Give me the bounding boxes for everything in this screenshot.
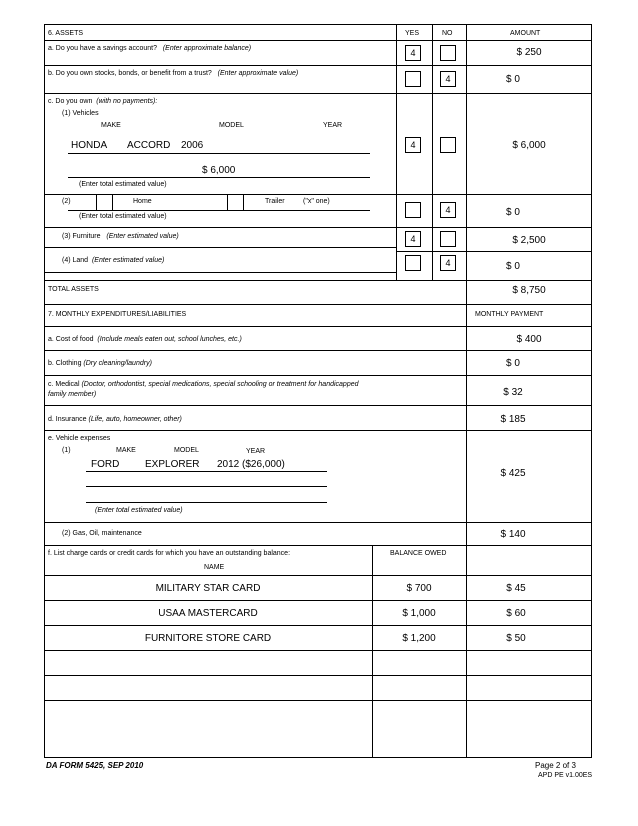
home-value-hint: (Enter total estimated value) xyxy=(79,213,167,220)
vehicle-value-hint: (Enter total estimated value) xyxy=(95,507,183,514)
own-hint: (with no payments): xyxy=(96,98,158,105)
card-row-divider xyxy=(44,700,592,701)
home-num: (2) xyxy=(62,198,71,205)
stocks-label xyxy=(48,70,298,77)
col-no-sep xyxy=(432,24,433,280)
footer-form: DA FORM 5425, SEP 2010 xyxy=(46,761,144,770)
savings-question: a. Do you have a savings account? xyxy=(48,45,157,52)
clothing-label xyxy=(48,360,152,367)
trailer-label: Trailer xyxy=(265,198,285,205)
cards-name-header: NAME xyxy=(204,564,225,571)
vehicles-no-box[interactable] xyxy=(440,137,456,153)
home-x-hint: ("x" one) xyxy=(303,198,330,205)
gas-amount: $ 140 xyxy=(500,529,526,540)
home-underline xyxy=(68,210,370,211)
card-name[interactable]: MILITARY STAR CARD xyxy=(155,583,261,594)
vehicles-yes-box[interactable]: 4 xyxy=(405,137,421,153)
stocks-question: b. Do you own stocks, bonds, or benefit from a trust? xyxy=(48,70,212,77)
card-row-divider xyxy=(44,650,592,651)
vehicle-model-label: MODEL xyxy=(174,447,199,454)
vehicles-underline xyxy=(68,153,370,154)
medical-item: c. Medical xyxy=(48,381,80,388)
trailer-checkbox[interactable] xyxy=(227,194,244,211)
food-item: a. Cost of food xyxy=(48,336,94,343)
total-assets-amount: $ 8,750 xyxy=(512,285,546,296)
card-row-divider xyxy=(44,625,592,626)
vehicles-value[interactable]: $ 6,000 xyxy=(202,165,236,176)
stocks-no-box[interactable]: 4 xyxy=(440,71,456,87)
savings-hint: (Enter approximate balance) xyxy=(162,45,252,52)
vehicles-model-label: MODEL xyxy=(219,122,244,129)
vehicles-value-hint: (Enter total estimated value) xyxy=(79,181,167,188)
card-balance[interactable]: $ 700 xyxy=(406,583,432,594)
furniture-no-box[interactable] xyxy=(440,231,456,247)
insurance-amount: $ 185 xyxy=(500,414,526,425)
card-payment[interactable]: $ 50 xyxy=(506,633,526,644)
frame-left xyxy=(44,24,45,758)
card-balance[interactable]: $ 1,000 xyxy=(402,608,436,619)
home-amount: $ 0 xyxy=(506,207,520,218)
vehicles-make-label: MAKE xyxy=(101,122,121,129)
clothing-hint: (Dry cleaning/laundry) xyxy=(83,360,152,367)
frame-right xyxy=(591,24,592,758)
footer-page: Page 2 of 3 xyxy=(535,761,576,770)
vehicles-make[interactable]: HONDA xyxy=(71,140,108,151)
card-row-divider xyxy=(44,675,592,676)
cards-label: f. List charge cards or credit cards for which you have an outstanding balance: xyxy=(48,550,291,557)
col-payment-sep xyxy=(466,304,467,757)
col-yes-sep xyxy=(396,24,397,280)
vehicles-label: (1) Vehicles xyxy=(62,110,99,117)
food-label xyxy=(48,336,242,343)
medical-amount: $ 32 xyxy=(503,387,523,398)
vehicle-underline-1 xyxy=(86,471,327,472)
savings-yes-box[interactable]: 4 xyxy=(405,45,421,61)
vehicles-year[interactable]: 2006 xyxy=(181,140,204,151)
vehicle-expenses-num: (1) xyxy=(62,447,71,454)
card-row-divider xyxy=(44,600,592,601)
home-yes-box[interactable] xyxy=(405,202,421,218)
vehicle-expenses-label: e. Vehicle expenses xyxy=(48,435,111,442)
frame-top xyxy=(44,24,592,25)
savings-amount: $ 250 xyxy=(516,47,542,58)
furniture-hint: (Enter estimated value) xyxy=(106,233,179,240)
insurance-item: d. Insurance xyxy=(48,416,87,423)
furniture-item: (3) Furniture xyxy=(62,233,101,240)
vehicles-value-underline xyxy=(68,177,370,178)
home-label: Home xyxy=(133,198,152,205)
col-yes-header: YES xyxy=(405,30,420,37)
col-amount-sep xyxy=(466,24,467,304)
insurance-label xyxy=(48,416,182,423)
home-checkbox[interactable] xyxy=(96,194,113,211)
assets-section-title: 6. ASSETS xyxy=(48,30,84,37)
furniture-yes-box[interactable]: 4 xyxy=(405,231,421,247)
land-no-box[interactable]: 4 xyxy=(440,255,456,271)
home-no-box[interactable]: 4 xyxy=(440,202,456,218)
col-amount-header: AMOUNT xyxy=(510,30,541,37)
clothing-item: b. Clothing xyxy=(48,360,82,367)
medical-hint1: (Doctor, orthodontist, special medications, special schooling or treatment for handicapped xyxy=(81,381,359,388)
vehicles-amount: $ 6,000 xyxy=(512,140,546,151)
vehicles-year-label: YEAR xyxy=(323,122,343,129)
gas-label: (2) Gas, Oil, maintenance xyxy=(62,530,142,537)
land-hint: (Enter estimated value) xyxy=(91,257,165,264)
expenditures-section-title: 7. MONTHLY EXPENDITURES/LIABILITIES xyxy=(48,311,187,318)
card-name[interactable]: USAA MASTERCARD xyxy=(158,608,258,619)
insurance-hint: (Life, auto, homeowner, other) xyxy=(88,416,182,423)
stocks-amount: $ 0 xyxy=(506,74,520,85)
land-amount: $ 0 xyxy=(506,261,520,272)
vehicle-make-label: MAKE xyxy=(116,447,136,454)
medical-hint2: family member) xyxy=(48,391,97,398)
col-payment-header: MONTHLY PAYMENT xyxy=(475,311,544,318)
own-label xyxy=(48,98,157,105)
card-payment[interactable]: $ 60 xyxy=(506,608,526,619)
savings-label xyxy=(48,45,251,52)
land-label xyxy=(62,257,164,264)
footer-version: APD PE v1.00ES xyxy=(538,772,593,779)
own-question: c. Do you own xyxy=(48,98,93,105)
card-payment[interactable]: $ 45 xyxy=(506,583,526,594)
vehicles-model[interactable]: ACCORD xyxy=(127,140,171,151)
food-hint: (Include meals eaten out, school lunches, etc.) xyxy=(97,336,242,343)
col-balance-sep xyxy=(372,545,373,757)
clothing-amount: $ 0 xyxy=(506,358,520,369)
land-yes-box[interactable] xyxy=(405,255,421,271)
col-no-header: NO xyxy=(442,30,453,37)
frame-bottom xyxy=(44,757,592,758)
cards-balance-header: BALANCE OWED xyxy=(390,550,447,557)
furniture-label xyxy=(62,233,179,240)
vehicle-underline-2 xyxy=(86,486,327,487)
card-balance[interactable]: $ 1,200 xyxy=(402,633,436,644)
vehicle-amount: $ 425 xyxy=(500,468,526,479)
vehicle-year-label: YEAR xyxy=(246,448,266,455)
savings-no-box[interactable] xyxy=(440,45,456,61)
vehicle-underline-3 xyxy=(86,502,327,503)
card-name[interactable]: FURNITORE STORE CARD xyxy=(144,633,272,644)
land-item: (4) Land xyxy=(62,257,89,264)
stocks-hint: (Enter approximate value) xyxy=(217,70,299,77)
vehicle-year[interactable]: 2012 ($26,000) xyxy=(217,459,285,470)
furniture-amount: $ 2,500 xyxy=(512,235,546,246)
vehicle-model[interactable]: EXPLORER xyxy=(145,459,200,470)
medical-label xyxy=(48,381,359,388)
total-assets-label: TOTAL ASSETS xyxy=(48,286,99,293)
stocks-yes-box[interactable] xyxy=(405,71,421,87)
vehicle-make[interactable]: FORD xyxy=(91,459,120,470)
food-amount: $ 400 xyxy=(516,334,542,345)
